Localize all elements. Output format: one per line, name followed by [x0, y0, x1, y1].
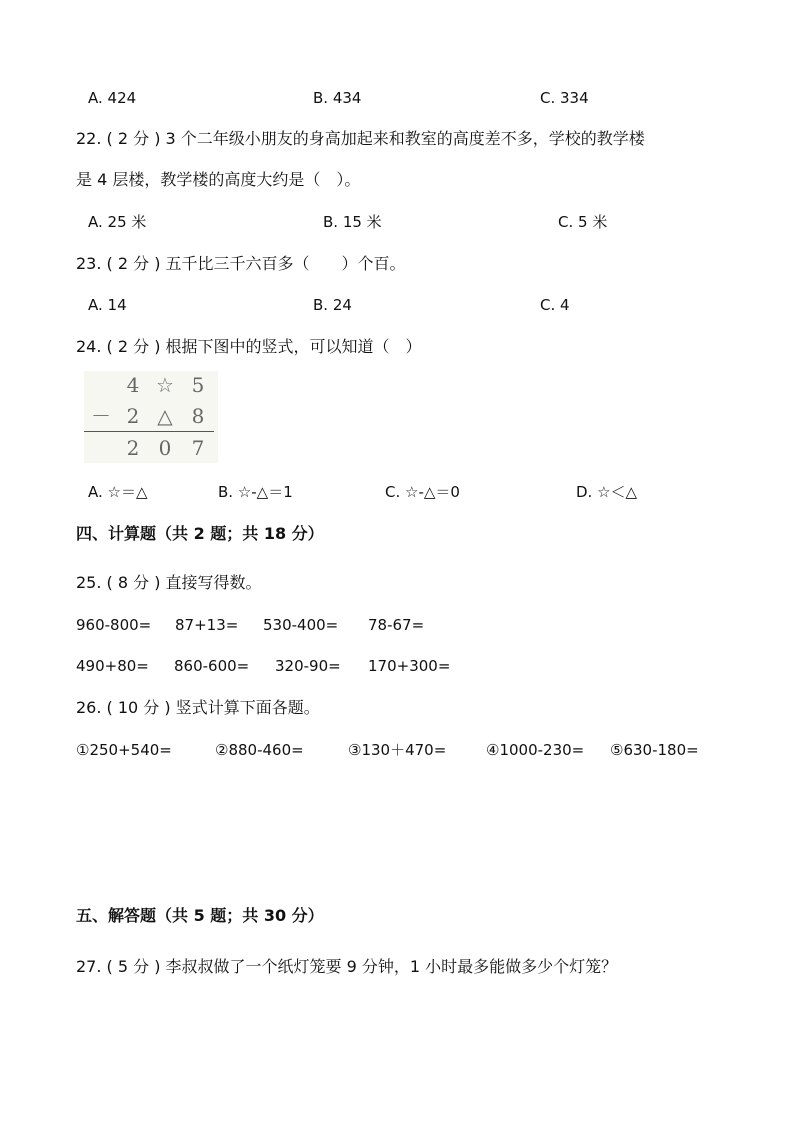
fig-divider: [84, 431, 214, 432]
fig-r3-c1: 2: [126, 436, 140, 460]
q24-option-a: A. ☆＝△: [88, 483, 148, 501]
q25-r2-item2: 860-600=: [174, 657, 250, 675]
q25-r2-item3: 320-90=: [275, 657, 341, 675]
fig-r3-c3: 7: [191, 436, 205, 460]
q25-r2-item1: 490+80=: [76, 657, 149, 675]
vertical-subtraction-figure: [84, 371, 218, 463]
fig-minus-sign: －: [91, 404, 111, 428]
q23-option-c: C. 4: [540, 296, 570, 314]
q21-option-b: B. 434: [313, 89, 362, 107]
q23-question: 23. ( 2 分 ) 五千比三千六百多（ ）个百。: [76, 254, 406, 273]
q22-option-c: C. 5 米: [558, 213, 608, 231]
q21-option-c: C. 334: [540, 89, 589, 107]
q26-item1: ①250+540=: [76, 741, 172, 759]
fig-r2-c3: 8: [191, 404, 205, 428]
q22-question-line2: 是 4 层楼，教学楼的高度大约是（ ）。: [76, 170, 361, 189]
q22-option-a: A. 25 米: [88, 213, 147, 231]
fig-r3-c2: 0: [158, 436, 172, 460]
q26-item3: ③130＋470=: [348, 741, 447, 759]
q23-option-b: B. 24: [313, 296, 352, 314]
q21-option-a: A. 424: [88, 89, 137, 107]
fig-r2-c1: 2: [126, 404, 140, 428]
q22-question-line1: 22. ( 2 分 ) 3 个二年级小朋友的身高加起来和教室的高度差不多，学校的教学楼: [76, 129, 645, 148]
q24-option-c: C. ☆-△＝0: [385, 483, 460, 501]
q26-question: 26. ( 10 分 ) 竖式计算下面各题。: [76, 698, 320, 717]
q22-option-b: B. 15 米: [323, 213, 382, 231]
q25-r1-item3: 530-400=: [263, 616, 339, 634]
q25-r1-item4: 78-67=: [368, 616, 425, 634]
q25-question: 25. ( 8 分 ) 直接写得数。: [76, 573, 262, 592]
q25-r2-item4: 170+300=: [368, 657, 451, 675]
q26-item5: ⑤630-180=: [610, 741, 699, 759]
q24-question: 24. ( 2 分 ) 根据下图中的竖式，可以知道（ ）: [76, 337, 422, 356]
q25-r1-item2: 87+13=: [175, 616, 239, 634]
section-5-title: 五、解答题（共 5 题；共 30 分）: [76, 906, 324, 925]
fig-r2-c2: △: [157, 404, 173, 428]
q26-item2: ②880-460=: [215, 741, 304, 759]
fig-r1-c3: 5: [191, 373, 205, 397]
q27-question: 27. ( 5 分 ) 李叔叔做了一个纸灯笼要 9 分钟，1 小时最多能做多少个灯笼？: [76, 957, 618, 976]
section-4-title: 四、计算题（共 2 题；共 18 分）: [76, 524, 324, 543]
fig-r1-c1: 4: [126, 373, 140, 397]
q26-item4: ④1000-230=: [486, 741, 585, 759]
q24-option-b: B. ☆-△＝1: [218, 483, 293, 501]
q24-option-d: D. ☆＜△: [576, 483, 638, 501]
fig-r1-c2: ☆: [156, 373, 174, 397]
q25-r1-item1: 960-800=: [76, 616, 152, 634]
q23-option-a: A. 14: [88, 296, 127, 314]
